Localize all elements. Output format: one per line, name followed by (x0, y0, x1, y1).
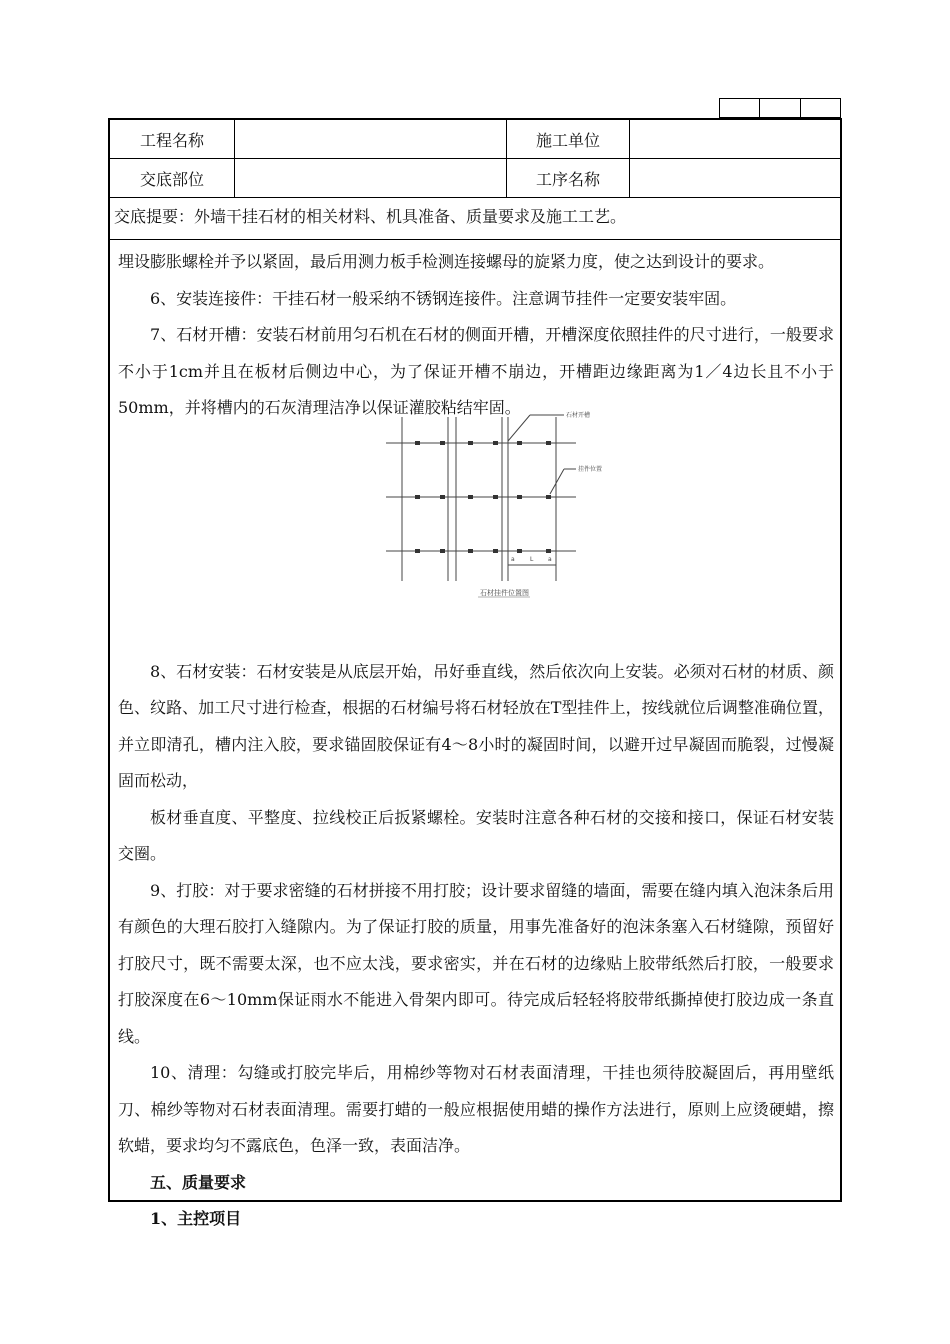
label-slot: 石材开槽 (566, 412, 591, 419)
paragraph: 板材垂直度、平整度、拉线校正后扳紧螺栓。安装时注意各种石材的交接和接口，保证石材安装交圈。 (118, 807, 834, 863)
section-heading: 五、质量要求 (150, 1172, 247, 1192)
label-hanger: 挂件位置 (578, 466, 603, 473)
hanger-mark (468, 549, 473, 553)
header-row-2 (110, 159, 840, 198)
leader-line (550, 469, 564, 494)
handover-form (108, 118, 842, 1228)
hanger-mark (493, 441, 498, 445)
hanger-mark (517, 441, 522, 445)
handover-summary: 交底提要：外墙干挂石材的相关材料、机具准备、质量要求及施工工艺。 (110, 198, 840, 240)
handover-part-value[interactable] (235, 159, 507, 197)
hanger-mark (440, 441, 445, 445)
diagram-caption: 石材挂件位置图 (480, 589, 529, 597)
project-name-value[interactable] (235, 120, 507, 158)
process-name-label: 工序名称 (507, 159, 630, 197)
construction-unit-label: 施工单位 (507, 120, 630, 158)
subsection-heading: 1、主控项目 (150, 1209, 242, 1228)
paragraph: 7、石材开槽：安装石材前用匀石机在石材的侧面开槽，开槽深度依照挂件的尺寸进行，一般要求不小于1cm并且在板材后侧边中心，为了保证开槽不崩边，开槽距边缘距离为1／4边长且不小于50mm，并将槽内的石灰清理洁净以保证灌胶粘结牢固。 (118, 325, 834, 417)
dim-l: L (530, 556, 534, 563)
hanger-mark (493, 495, 498, 499)
paragraph: 10、清理：勾缝或打胶完毕后，用棉纱等物对石材表面清理，干挂也须待胶凝固后，再用壁纸刀、棉纱等物对石材表面清理。需要打蜡的一般应根据使用蜡的操作方法进行，原则上应烫硬蜡，擦软蜡，要求均匀不露底色，色泽一致，表面洁净。 (118, 1063, 834, 1155)
hanger-mark (415, 549, 420, 553)
corner-code-cell (760, 99, 800, 117)
corner-code-cell (801, 99, 840, 117)
handover-body (118, 244, 834, 1238)
hanger-mark (440, 495, 445, 499)
hanger-mark (517, 549, 522, 553)
dim-a-left: a (511, 556, 515, 563)
paragraph: 埋设膨胀螺栓并予以紧固，最后用测力板手检测连接螺母的旋紧力度，使之达到设计的要求。 (118, 252, 775, 271)
hanger-mark (468, 441, 473, 445)
hanger-mark (468, 495, 473, 499)
process-name-value[interactable] (630, 159, 840, 197)
corner-code-box (719, 98, 841, 118)
leader-line (508, 415, 530, 441)
hanger-mark (440, 549, 445, 553)
hanger-mark (415, 441, 420, 445)
paragraph: 9、打胶：对于要求密缝的石材拼接不用打胶；设计要求留缝的墙面，需要在缝内填入泡沫条后用有颜色的大理石胶打入缝隙内。为了保证打胶的质量，用事先准备好的泡沫条塞入石材缝隙，预留好打胶尺寸，既不需要太深，也不应太浅，要求密实，并在石材的边缘贴上胶带纸然后打胶，一般要求打胶深度在6～10mm保证雨水不能进入骨架内即可。待完成后轻轻将胶带纸撕掉使打胶边成一条直线。 (118, 880, 834, 1046)
hanger-mark (517, 495, 522, 499)
corner-code-cell (720, 99, 760, 117)
hanger-position-diagram (380, 409, 620, 599)
construction-unit-value[interactable] (630, 120, 840, 158)
handover-part-label: 交底部位 (110, 159, 235, 197)
hanger-mark (546, 549, 551, 553)
hanger-mark (415, 495, 420, 499)
dim-a-right: a (548, 556, 552, 563)
paragraph: 8、石材安装：石材安装是从底层开始，吊好垂直线，然后依次向上安装。必须对石材的材质、颜色、纹路、加工尺寸进行检查，根据的石材编号将石材轻放在T型挂件上，按线就位后调整准确位置，并立即清孔，槽内注入胶，要求锚固胶保证有4～8小时的凝固时间，以避开过早凝固而脆裂，过慢凝固而松动， (118, 661, 834, 790)
hanger-mark (546, 441, 551, 445)
project-name-label: 工程名称 (110, 120, 235, 158)
hanger-mark (546, 495, 551, 499)
header-row-1 (110, 120, 840, 159)
paragraph: 6、安装连接件：干挂石材一般采纳不锈钢连接件。注意调节挂件一定要安装牢固。 (150, 288, 737, 308)
hanger-mark (493, 549, 498, 553)
